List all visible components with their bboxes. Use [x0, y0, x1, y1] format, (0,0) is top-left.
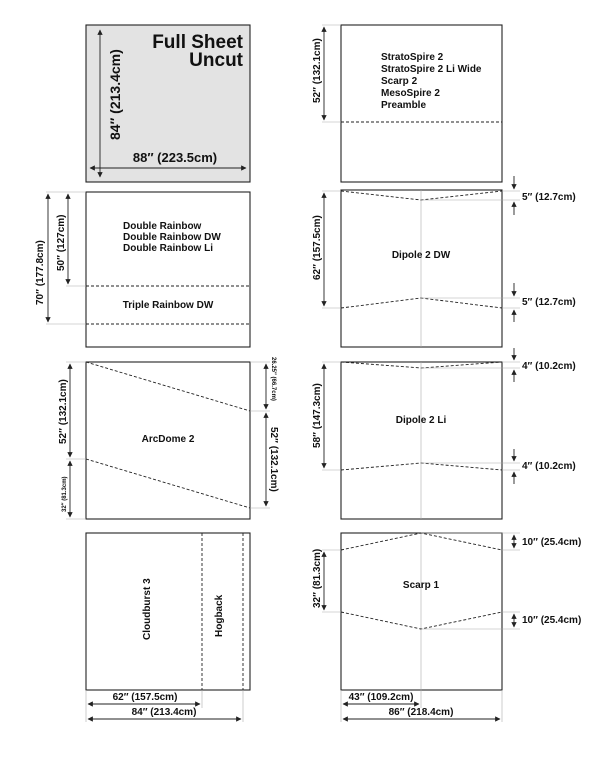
arcdome-label: ArcDome 2 [141, 434, 195, 445]
arcdome-right-lower-label: 52″ (132.1cm) [268, 427, 279, 492]
cloudburst-label: Cloudburst 3 [142, 578, 153, 640]
double-rainbow-label-1: Double Rainbow [123, 221, 202, 232]
stratospire-label-5: Preamble [381, 100, 427, 111]
stratospire-label-3: Scarp 2 [381, 76, 418, 87]
cloudburst-total-width-label: 84″ (213.4cm) [131, 707, 197, 718]
dipole2li-top-notch-label: 4″ (10.2cm) [522, 361, 576, 372]
stratospire-label-4: MesoSpire 2 [381, 88, 440, 99]
cloudburst-rect [86, 533, 250, 690]
dipole2li-bottom-notch-label: 4″ (10.2cm) [522, 461, 576, 472]
scarp1-panel [312, 533, 581, 722]
dipole2dw-rect [341, 190, 502, 347]
scarp1-total-width-label: 86″ (218.4cm) [388, 707, 454, 718]
arcdome-left-lower-label: 32″ (81.3cm) [62, 476, 68, 512]
triple-rainbow-label: Triple Rainbow DW [122, 300, 214, 311]
double-rainbow-label-3: Double Rainbow Li [123, 243, 213, 254]
arcdome-panel [58, 357, 279, 519]
stratospire-panel [312, 25, 502, 182]
full-sheet-title-1: Full Sheet [152, 32, 243, 53]
dipole2dw-top-notch-label: 5″ (12.7cm) [522, 192, 576, 203]
double-rainbow-total-label: 70″ (177.8cm) [35, 240, 46, 305]
cloudburst-inner-width-label: 62″ (157.5cm) [112, 692, 178, 703]
stratospire-label-1: StratoSpire 2 [381, 52, 444, 63]
dipole2li-height-label: 58″ (147.3cm) [312, 383, 323, 448]
dipole2li-label: Dipole 2 Li [395, 415, 447, 426]
full-sheet-title-2: Uncut [189, 50, 243, 71]
arcdome-left-upper-label: 52″ (132.1cm) [58, 379, 69, 444]
dipole2li-panel [312, 348, 576, 519]
hogback-label: Hogback [214, 594, 225, 637]
stratospire-label-2: StratoSpire 2 Li Wide [381, 64, 482, 75]
cloudburst-panel [86, 533, 250, 722]
dipole2dw-height-label: 62″ (157.5cm) [312, 215, 323, 280]
scarp1-top-notch-label: 10″ (25.4cm) [522, 537, 582, 548]
full-sheet-width-label: 88″ (223.5cm) [132, 150, 218, 165]
dipole2li-rect [341, 362, 502, 519]
dipole2dw-panel [312, 176, 576, 347]
stratospire-height-label: 52″ (132.1cm) [312, 38, 323, 103]
double-rainbow-upper-label: 50″ (127cm) [56, 214, 67, 271]
scarp1-label: Scarp 1 [402, 580, 440, 591]
arcdome-right-upper-label: 26.25″ (66.7cm) [270, 357, 276, 401]
full-sheet-panel [86, 25, 250, 182]
full-sheet-height-label: 84″ (213.4cm) [107, 49, 123, 140]
scarp1-half-width-label: 43″ (109.2cm) [348, 692, 414, 703]
scarp1-bottom-notch-label: 10″ (25.4cm) [522, 615, 582, 626]
dipole2dw-bottom-notch-label: 5″ (12.7cm) [522, 297, 576, 308]
double-rainbow-label-2: Double Rainbow DW [123, 232, 221, 243]
dipole2dw-label: Dipole 2 DW [391, 250, 451, 261]
double-rainbow-panel [35, 192, 250, 347]
scarp1-rect [341, 533, 502, 690]
scarp1-height-label: 32″ (81.3cm) [312, 548, 323, 608]
